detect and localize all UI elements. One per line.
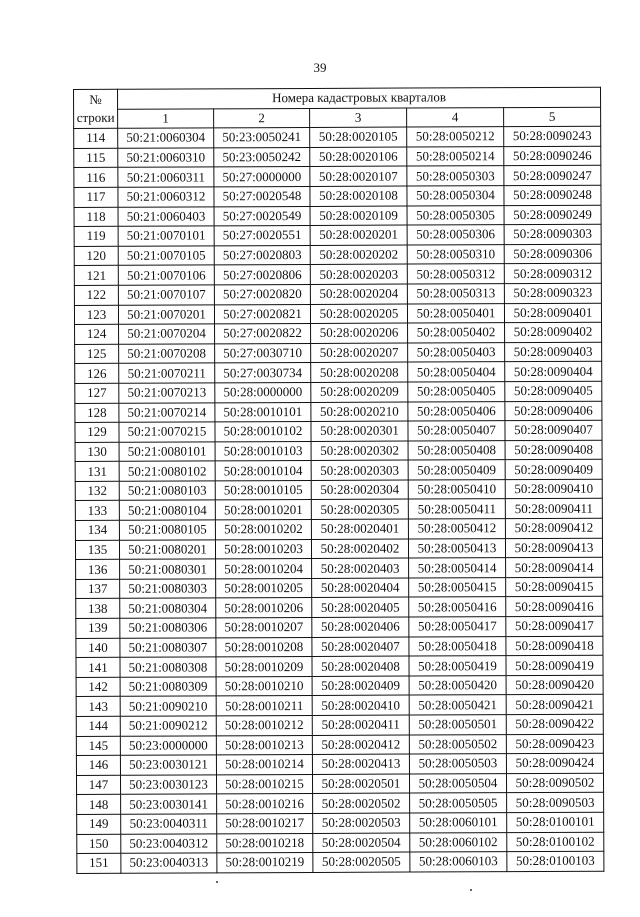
cadastral-number-cell: 50:28:0020505 (313, 852, 410, 872)
cadastral-number-cell: 50:28:0060103 (410, 852, 507, 872)
cadastral-number-cell: 50:28:0020107 (310, 166, 407, 186)
table-row (76, 734, 603, 756)
cadastral-number-cell: 50:21:0060312 (118, 187, 214, 207)
cadastral-number-cell: 50:28:0050305 (407, 205, 504, 225)
cadastral-number-cell: 50:28:0010103 (215, 441, 311, 461)
cadastral-number-cell: 50:28:0050416 (409, 597, 506, 617)
table-row (76, 675, 603, 697)
cadastral-number-cell: 50:21:0070215 (119, 422, 215, 442)
cadastral-number-cell: 50:28:0090422 (506, 714, 603, 734)
cadastral-number-cell: 50:28:0090249 (504, 205, 601, 225)
cadastral-number-cell: 50:28:0010209 (216, 657, 312, 677)
cadastral-number-cell: 50:28:0050417 (409, 617, 506, 637)
table-row (75, 362, 602, 384)
cadastral-number-cell: 50:28:0010201 (215, 500, 311, 520)
cadastral-number-cell: 50:28:0050504 (409, 773, 506, 793)
cadastral-table-container (73, 89, 601, 874)
cadastral-number-cell: 50:28:0090414 (506, 557, 603, 577)
cadastral-number-cell: 50:21:0080306 (120, 618, 216, 638)
cadastral-number-cell: 50:28:0090406 (505, 401, 602, 421)
scan-speck (470, 889, 472, 891)
cadastral-number-cell: 50:28:0090312 (504, 264, 601, 284)
cadastral-number-cell: 50:28:0020209 (311, 382, 408, 402)
cadastral-number-cell: 50:28:0020109 (310, 206, 407, 226)
column-header: 5 (504, 107, 601, 127)
cadastral-number-cell: 50:28:0020403 (312, 558, 409, 578)
cadastral-number-cell: 50:28:0050421 (409, 695, 506, 715)
row-number-cell: 138 (76, 599, 120, 619)
cadastral-number-cell: 50:23:0030123 (120, 775, 216, 795)
cadastral-number-cell: 50:21:0070204 (119, 324, 215, 344)
cadastral-number-cell: 50:28:0010207 (216, 617, 312, 637)
cadastral-number-cell: 50:28:0050411 (408, 499, 505, 519)
table-row (76, 655, 603, 677)
cadastral-number-cell: 50:28:0020501 (312, 774, 409, 794)
cadastral-number-cell: 50:28:0020503 (313, 813, 410, 833)
row-number-cell: 127 (75, 383, 119, 403)
cadastral-number-cell: 50:28:0020401 (311, 519, 408, 539)
table-row (75, 440, 602, 462)
cadastral-number-cell: 50:28:0050214 (407, 146, 504, 166)
cadastral-number-cell: 50:28:0090410 (505, 479, 602, 499)
row-number-cell: 145 (76, 736, 120, 756)
scan-speck (216, 881, 218, 883)
row-number-cell: 132 (75, 481, 119, 501)
cadastral-number-cell: 50:21:0070213 (119, 383, 215, 403)
table-row (75, 342, 602, 364)
cadastral-number-cell: 50:28:0020202 (310, 245, 407, 265)
row-number-cell: 119 (74, 226, 118, 246)
cadastral-number-cell: 50:28:0050413 (408, 538, 505, 558)
cadastral-number-cell: 50:23:0030121 (120, 755, 216, 775)
table-row (74, 303, 601, 325)
cadastral-number-cell: 50:23:0050241 (214, 128, 310, 148)
cadastral-number-cell: 50:28:0090247 (504, 166, 601, 186)
column-header: 2 (214, 108, 310, 128)
cadastral-number-cell: 50:23:0040311 (121, 814, 217, 834)
table-row (74, 224, 601, 246)
row-number-cell: 126 (75, 364, 119, 384)
cadastral-number-cell: 50:27:0020551 (214, 226, 310, 246)
cadastral-number-cell: 50:28:0050408 (408, 440, 505, 460)
table-row (74, 283, 601, 305)
cadastral-number-cell: 50:28:0090404 (505, 362, 602, 382)
row-number-cell: 143 (76, 697, 120, 717)
row-number-cell: 117 (74, 187, 118, 207)
cadastral-number-cell: 50:28:0010206 (216, 598, 312, 618)
column-header: 4 (407, 107, 504, 127)
cadastral-number-cell: 50:28:0090409 (505, 459, 602, 479)
row-number-cell: 128 (75, 403, 119, 423)
row-number-cell: 116 (74, 168, 118, 188)
table-row (75, 420, 602, 442)
cadastral-number-cell: 50:28:0050502 (409, 734, 506, 754)
cadastral-number-cell: 50:28:0050505 (410, 793, 507, 813)
cadastral-number-cell: 50:28:0010218 (217, 833, 313, 853)
table-row (76, 636, 603, 658)
cadastral-number-cell: 50:28:0090303 (504, 224, 601, 244)
table-header (74, 87, 601, 128)
cadastral-number-cell: 50:21:0080104 (119, 500, 215, 520)
row-number-cell: 124 (75, 324, 119, 344)
cadastral-number-cell: 50:28:0020405 (312, 597, 409, 617)
row-number-cell: 122 (74, 285, 118, 305)
cadastral-number-cell: 50:28:0050402 (408, 323, 505, 343)
cadastral-number-cell: 50:28:0010211 (216, 696, 312, 716)
cadastral-number-cell: 50:28:0050303 (407, 166, 504, 186)
cadastral-number-cell: 50:21:0080105 (119, 520, 215, 540)
cadastral-quarters-table (73, 87, 604, 874)
cadastral-number-cell: 50:28:0020407 (312, 637, 409, 657)
row-number-cell: 125 (75, 344, 119, 364)
cadastral-number-cell: 50:28:0090503 (507, 793, 604, 813)
header-row-top (74, 87, 601, 109)
cadastral-number-cell: 50:21:0090210 (120, 696, 216, 716)
cadastral-number-cell: 50:28:0090416 (506, 597, 603, 617)
cadastral-number-cell: 50:28:0010210 (216, 676, 312, 696)
cadastral-number-cell: 50:28:0020404 (312, 578, 409, 598)
row-number-cell: 136 (76, 560, 120, 580)
cadastral-number-cell: 50:28:0050405 (408, 382, 505, 402)
table-row (76, 695, 603, 717)
cadastral-number-cell: 50:28:0020208 (311, 362, 408, 382)
cadastral-number-cell: 50:28:0020207 (311, 343, 408, 363)
table-row (76, 557, 603, 579)
table-row (77, 793, 604, 815)
row-number-cell: 121 (74, 266, 118, 286)
cadastral-number-cell: 50:23:0040312 (121, 833, 217, 853)
row-number-cell: 123 (74, 305, 118, 325)
cadastral-number-cell: 50:28:0020301 (311, 421, 408, 441)
cadastral-number-cell: 50:28:0090412 (505, 518, 602, 538)
row-number-cell: 139 (76, 618, 120, 638)
cadastral-number-cell: 50:28:0020204 (310, 284, 407, 304)
cadastral-number-cell: 50:28:0050420 (409, 675, 506, 695)
cadastral-number-cell: 50:27:0020806 (214, 265, 310, 285)
cadastral-number-cell: 50:27:0020549 (214, 206, 310, 226)
row-number-cell: 146 (76, 755, 120, 775)
row-number-cell: 148 (77, 795, 121, 815)
row-number-cell: 120 (74, 246, 118, 266)
cadastral-number-cell: 50:28:0050419 (409, 656, 506, 676)
cadastral-number-cell: 50:28:0090243 (504, 126, 601, 146)
cadastral-number-cell: 50:28:0020411 (312, 715, 409, 735)
cadastral-number-cell: 50:23:0040313 (121, 853, 217, 873)
cadastral-number-cell: 50:28:0010213 (216, 735, 312, 755)
cadastral-number-cell: 50:28:0100101 (507, 812, 604, 832)
cadastral-number-cell: 50:28:0050313 (407, 284, 504, 304)
cadastral-number-cell: 50:27:0020803 (214, 245, 310, 265)
cadastral-number-cell: 50:21:0080308 (120, 657, 216, 677)
cadastral-number-cell: 50:21:0070211 (119, 363, 215, 383)
cadastral-number-cell: 50:28:0050503 (409, 754, 506, 774)
cadastral-number-cell: 50:21:0060311 (118, 167, 214, 187)
row-number-cell: 135 (75, 540, 119, 560)
cadastral-number-cell: 50:28:0020210 (311, 402, 408, 422)
cadastral-number-cell: 50:28:0050415 (409, 577, 506, 597)
table-row (76, 753, 603, 775)
cadastral-number-cell: 50:28:0090306 (504, 244, 601, 264)
cadastral-number-cell: 50:21:0060310 (118, 148, 214, 168)
cadastral-number-cell: 50:23:0030141 (121, 794, 217, 814)
cadastral-number-cell: 50:21:0080303 (120, 579, 216, 599)
cadastral-number-cell: 50:28:0050412 (408, 519, 505, 539)
row-number-cell: 141 (76, 658, 120, 678)
cadastral-number-cell: 50:28:0100102 (507, 832, 604, 852)
cadastral-number-cell: 50:21:0080301 (120, 559, 216, 579)
table-row (77, 851, 604, 873)
cadastral-number-cell: 50:28:0020206 (311, 323, 408, 343)
row-number-cell: 129 (75, 422, 119, 442)
cadastral-number-cell: 50:28:0050403 (408, 342, 505, 362)
row-number-cell: 147 (76, 775, 120, 795)
table-row (76, 714, 603, 736)
table-row (76, 616, 603, 638)
cadastral-number-cell: 50:28:0010203 (215, 539, 311, 559)
row-number-cell: 133 (75, 501, 119, 521)
cadastral-number-cell: 50:27:0030710 (215, 343, 311, 363)
cadastral-number-cell: 50:21:0080101 (119, 442, 215, 462)
cadastral-number-cell: 50:21:0070214 (119, 402, 215, 422)
cadastral-number-cell: 50:28:0010204 (216, 559, 312, 579)
table-row (76, 773, 603, 795)
cadastral-number-cell: 50:28:0020409 (312, 676, 409, 696)
row-number-cell: 151 (77, 853, 121, 873)
cadastral-number-cell: 50:28:0020408 (312, 656, 409, 676)
cadastral-number-cell: 50:28:0010102 (215, 422, 311, 442)
row-number-header-bottom: строки (76, 109, 115, 126)
row-number-header (74, 89, 118, 128)
table-body (74, 126, 604, 873)
row-number-cell: 149 (77, 814, 121, 834)
cadastral-number-cell: 50:28:0090408 (505, 440, 602, 460)
cadastral-number-cell: 50:28:0020504 (313, 833, 410, 853)
cadastral-number-cell: 50:28:0020413 (312, 754, 409, 774)
table-row (75, 538, 602, 560)
cadastral-number-cell: 50:28:0020305 (311, 500, 408, 520)
cadastral-number-cell: 50:28:0050406 (408, 401, 505, 421)
cadastral-number-cell: 50:28:0050410 (408, 479, 505, 499)
cadastral-number-cell: 50:21:0070101 (118, 226, 214, 246)
cadastral-number-cell: 50:28:0090415 (506, 577, 603, 597)
cadastral-number-cell: 50:28:0050409 (408, 460, 505, 480)
cadastral-number-cell: 50:21:0080307 (120, 638, 216, 658)
column-header: 1 (118, 108, 214, 128)
cadastral-number-cell: 50:28:0090411 (505, 499, 602, 519)
cadastral-number-cell: 50:21:0070107 (118, 285, 214, 305)
table-row (75, 499, 602, 521)
cadastral-number-cell: 50:28:0090502 (506, 773, 603, 793)
row-number-cell: 134 (75, 520, 119, 540)
row-number-cell: 144 (76, 716, 120, 736)
table-row (76, 577, 603, 599)
row-number-cell: 115 (74, 148, 118, 168)
cadastral-number-cell: 50:28:0050310 (407, 244, 504, 264)
cadastral-number-cell: 50:21:0090212 (120, 716, 216, 736)
cadastral-number-cell: 50:28:0090248 (504, 185, 601, 205)
cadastral-number-cell: 50:28:0050304 (407, 186, 504, 206)
cadastral-number-cell: 50:28:0020304 (311, 480, 408, 500)
cadastral-number-cell: 50:28:0090424 (506, 753, 603, 773)
group-title-header: Номера кадастровых кварталов (118, 87, 601, 109)
table-row (74, 126, 601, 148)
cadastral-number-cell: 50:21:0080309 (120, 677, 216, 697)
cadastral-number-cell: 50:23:0000000 (120, 735, 216, 755)
cadastral-number-cell: 50:27:0030734 (215, 363, 311, 383)
cadastral-number-cell: 50:28:0090323 (504, 283, 601, 303)
cadastral-number-cell: 50:28:0010205 (216, 578, 312, 598)
cadastral-number-cell: 50:28:0020302 (311, 441, 408, 461)
cadastral-number-cell: 50:28:0090413 (505, 538, 602, 558)
cadastral-number-cell: 50:28:0010101 (215, 402, 311, 422)
cadastral-number-cell: 50:28:0090405 (505, 381, 602, 401)
cadastral-number-cell: 50:28:0020106 (310, 147, 407, 167)
cadastral-number-cell: 50:28:0010217 (217, 813, 313, 833)
cadastral-number-cell: 50:28:0050312 (407, 264, 504, 284)
cadastral-number-cell: 50:28:0020303 (311, 460, 408, 480)
cadastral-number-cell: 50:28:0050404 (408, 362, 505, 382)
cadastral-number-cell: 50:28:0050414 (409, 558, 506, 578)
table-row (74, 166, 601, 188)
cadastral-number-cell: 50:27:0020548 (214, 186, 310, 206)
cadastral-number-cell: 50:28:0090417 (506, 616, 603, 636)
cadastral-number-cell: 50:28:0090420 (506, 675, 603, 695)
table-row (76, 597, 603, 619)
row-number-cell: 142 (76, 677, 120, 697)
cadastral-number-cell: 50:28:0090401 (504, 303, 601, 323)
cadastral-number-cell: 50:21:0080102 (119, 461, 215, 481)
cadastral-number-cell: 50:28:0010214 (216, 755, 312, 775)
cadastral-number-cell: 50:28:0020203 (310, 264, 407, 284)
cadastral-number-cell: 50:28:0020201 (310, 225, 407, 245)
cadastral-number-cell: 50:27:0020822 (215, 324, 311, 344)
table-row (74, 146, 601, 168)
cadastral-number-cell: 50:28:0010104 (215, 461, 311, 481)
row-number-cell: 150 (77, 834, 121, 854)
cadastral-number-cell: 50:21:0080103 (119, 481, 215, 501)
cadastral-number-cell: 50:28:0010202 (215, 520, 311, 540)
cadastral-number-cell: 50:21:0080201 (119, 540, 215, 560)
cadastral-number-cell: 50:27:0000000 (214, 167, 310, 187)
cadastral-number-cell: 50:28:0090403 (505, 342, 602, 362)
cadastral-number-cell: 50:28:0010208 (216, 637, 312, 657)
cadastral-number-cell: 50:28:0090421 (506, 695, 603, 715)
cadastral-number-cell: 50:28:0060102 (410, 832, 507, 852)
row-number-cell: 118 (74, 207, 118, 227)
cadastral-number-cell: 50:28:0050306 (407, 225, 504, 245)
table-row (74, 185, 601, 207)
table-row (77, 832, 604, 854)
table-row (75, 381, 602, 403)
cadastral-number-cell: 50:21:0060304 (118, 128, 214, 148)
cadastral-number-cell: 50:28:0010216 (217, 794, 313, 814)
cadastral-number-cell: 50:28:0090402 (505, 322, 602, 342)
cadastral-number-cell: 50:28:0020205 (310, 304, 407, 324)
table-row (77, 812, 604, 834)
table-row (75, 459, 602, 481)
cadastral-number-cell: 50:27:0020821 (214, 304, 310, 324)
table-row (74, 205, 601, 227)
page-number: 39 (313, 60, 327, 75)
row-number-header-top: № (89, 91, 102, 108)
cadastral-number-cell: 50:28:0020410 (312, 695, 409, 715)
table-row (75, 479, 602, 501)
cadastral-number-cell: 50:28:0010105 (215, 480, 311, 500)
cadastral-number-cell: 50:28:0090418 (506, 636, 603, 656)
row-number-cell: 131 (75, 462, 119, 482)
table-row (75, 322, 602, 344)
cadastral-number-cell: 50:28:0060101 (410, 813, 507, 833)
cadastral-number-cell: 50:28:0000000 (215, 382, 311, 402)
cadastral-number-cell: 50:21:0070201 (118, 304, 214, 324)
cadastral-number-cell: 50:21:0080304 (120, 598, 216, 618)
cadastral-number-cell: 50:28:0020105 (310, 127, 407, 147)
cadastral-number-cell: 50:28:0050501 (409, 715, 506, 735)
cadastral-number-cell: 50:21:0070106 (118, 265, 214, 285)
column-header: 3 (310, 108, 407, 128)
cadastral-number-cell: 50:28:0020412 (312, 735, 409, 755)
cadastral-number-cell: 50:28:0020502 (313, 793, 410, 813)
row-number-cell: 114 (74, 128, 118, 148)
row-number-cell: 137 (76, 579, 120, 599)
cadastral-number-cell: 50:21:0060403 (118, 206, 214, 226)
table-row (74, 264, 601, 286)
cadastral-number-cell: 50:28:0090407 (505, 420, 602, 440)
cadastral-number-cell: 50:28:0020402 (311, 539, 408, 559)
cadastral-number-cell: 50:28:0090419 (506, 655, 603, 675)
cadastral-number-cell: 50:28:0050407 (408, 421, 505, 441)
cadastral-number-cell: 50:28:0020108 (310, 186, 407, 206)
row-number-cell: 140 (76, 638, 120, 658)
table-row (74, 244, 601, 266)
table-row (75, 401, 602, 423)
cadastral-number-cell: 50:23:0050242 (214, 147, 310, 167)
cadastral-number-cell: 50:28:0050401 (407, 303, 504, 323)
header-row-columns (74, 107, 601, 129)
cadastral-number-cell: 50:28:0010212 (216, 715, 312, 735)
cadastral-number-cell: 50:28:0050418 (409, 636, 506, 656)
cadastral-number-cell: 50:28:0090423 (506, 734, 603, 754)
cadastral-number-cell: 50:28:0010219 (217, 853, 313, 873)
row-number-cell: 130 (75, 442, 119, 462)
table-row (75, 518, 602, 540)
cadastral-number-cell: 50:28:0010215 (216, 774, 312, 794)
cadastral-number-cell: 50:28:0050212 (407, 127, 504, 147)
cadastral-number-cell: 50:21:0070208 (119, 344, 215, 364)
cadastral-number-cell: 50:28:0100103 (507, 851, 604, 871)
cadastral-number-cell: 50:28:0020406 (312, 617, 409, 637)
cadastral-number-cell: 50:27:0020820 (214, 284, 310, 304)
cadastral-number-cell: 50:21:0070105 (118, 246, 214, 266)
cadastral-number-cell: 50:28:0090246 (504, 146, 601, 166)
